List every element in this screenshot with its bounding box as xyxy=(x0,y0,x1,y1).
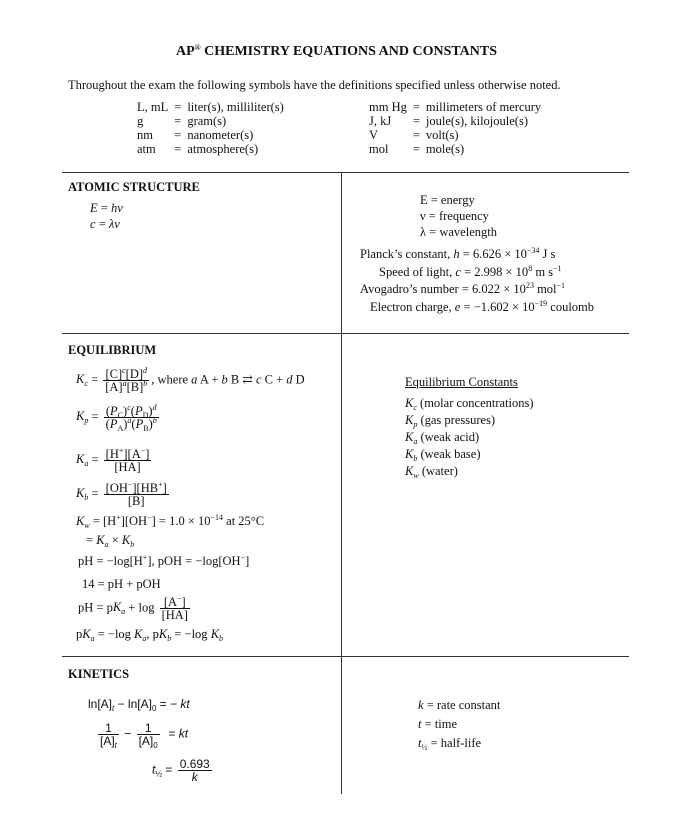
equation-henderson: pH = $pK_a + \log$ $\frac{[A^-]}{[HA]}$ xyxy=(78,594,188,622)
speed-of-light: Speed of light, $c = 2.998 \times 10^8$ m $s^{-1}$ xyxy=(379,263,562,279)
equation-kp: $K_p$ = $\frac{(P_C)^c(P_D)^d}{(P_A)^a(P_B)^b}$ xyxy=(76,403,157,433)
equilibrium-heading: EQUILIBRIUM xyxy=(68,343,157,357)
equation-half-life: $t_{\frac{1}{2}}$ = $\frac{0.693}{k}$ xyxy=(152,757,210,784)
legend-energy: E = energy xyxy=(420,193,475,207)
atomic-legend xyxy=(420,192,497,240)
page-title: AP® CHEMISTRY EQUATIONS AND CONSTANTS xyxy=(175,43,498,59)
equation-ph: pH = −log[H+], pOH = −log[OH−] xyxy=(78,553,250,568)
definitions-right xyxy=(366,100,544,156)
equilibrium-constants-title: Equilibrium Constants xyxy=(405,375,518,389)
constant-ka: $K_a$ (weak acid) xyxy=(405,430,480,446)
equation-first-order: $\ln[A]_t - \ln[A]_0$ = − kt xyxy=(88,697,190,713)
horizontal-rule xyxy=(62,656,629,657)
equation-pka: $pK_a = -\log$ $K_a$, $pK_b = -\log$ $K_b$ xyxy=(76,627,224,643)
legend-half-life: $t_{\frac{1}{2}}$ = half-life xyxy=(418,736,482,752)
equation-kc: $K_c$ = $\frac{[C]^c[D]^d}{[A]^a[B]^b}$ , where a A + b B ⇄ c C + d D xyxy=(76,366,305,394)
definition-row: atm = atmosphere(s) xyxy=(137,142,259,156)
equation-ph-sum: 14 = pH + pOH xyxy=(82,577,161,591)
horizontal-rule xyxy=(62,172,629,173)
equation-kb: $K_b$ = $\frac{[OH^-][HB^+]}{[B]}$ xyxy=(76,480,167,508)
definition-row: mm Hg = millimeters of mercury xyxy=(369,100,542,114)
definition-row: V = volt(s) xyxy=(369,128,459,142)
kinetics-legend xyxy=(418,696,500,753)
horizontal-rule xyxy=(62,333,629,334)
constant-kb: $K_b$ (weak base) xyxy=(405,447,481,463)
electron-charge: Electron charge, $e = -1.602 \times 10^{-19}$ coulomb xyxy=(370,298,595,314)
definition-row: g = gram(s) xyxy=(137,114,227,128)
constant-kp: $K_p$ (gas pressures) xyxy=(405,413,496,429)
intro-text: Throughout the exam the following symbols have the definitions specified unless otherwise noted. xyxy=(68,78,561,92)
definitions-left xyxy=(134,100,287,156)
avogadro-number: Avogadro’s number = $6.022 \times 10^{23}$ mol$^{-1}$ xyxy=(360,281,566,296)
constant-kc: $K_c$ (molar concentrations) xyxy=(405,396,534,412)
definition-row: J, kJ = joule(s), kilojoule(s) xyxy=(369,114,528,128)
definition-row: L, mL = liter(s), milliliter(s) xyxy=(137,100,284,114)
equation-second-order: $\frac{1}{[A]_t}$ − $\frac{1}{[A]_0}$ = kt xyxy=(100,721,189,750)
equation-ka: $K_a$ = $\frac{[H^+][A^-]}{[HA]}$ xyxy=(76,446,150,474)
definition-row: mol = mole(s) xyxy=(369,142,465,156)
equation-wavelength: c = λν xyxy=(90,217,120,231)
atomic-heading: ATOMIC STRUCTURE xyxy=(68,180,200,194)
vertical-divider xyxy=(341,172,342,794)
constant-kw: $K_w$ (water) xyxy=(405,464,458,480)
definition-row: nm = nanometer(s) xyxy=(137,128,254,142)
legend-rate-constant: k = rate constant xyxy=(418,698,501,712)
legend-time: t = time xyxy=(418,717,458,731)
legend-wavelength: λ = wavelength xyxy=(420,225,497,239)
atomic-constants xyxy=(358,246,608,316)
equation-kw: $K_w = [H^+][OH^-] = 1.0 \times 10^{-14}$ at 25°C xyxy=(76,513,265,530)
equation-kw-product: = $K_a \times K_b$ xyxy=(86,533,135,549)
kinetics-heading: KINETICS xyxy=(68,667,130,681)
planck-constant: Planck’s constant, $h = 6.626 \times 10^{-34}$ J s xyxy=(360,246,556,261)
legend-frequency: ν = frequency xyxy=(420,209,489,223)
equation-energy: E = hν xyxy=(90,201,123,215)
equilibrium-constants-list xyxy=(405,395,534,480)
